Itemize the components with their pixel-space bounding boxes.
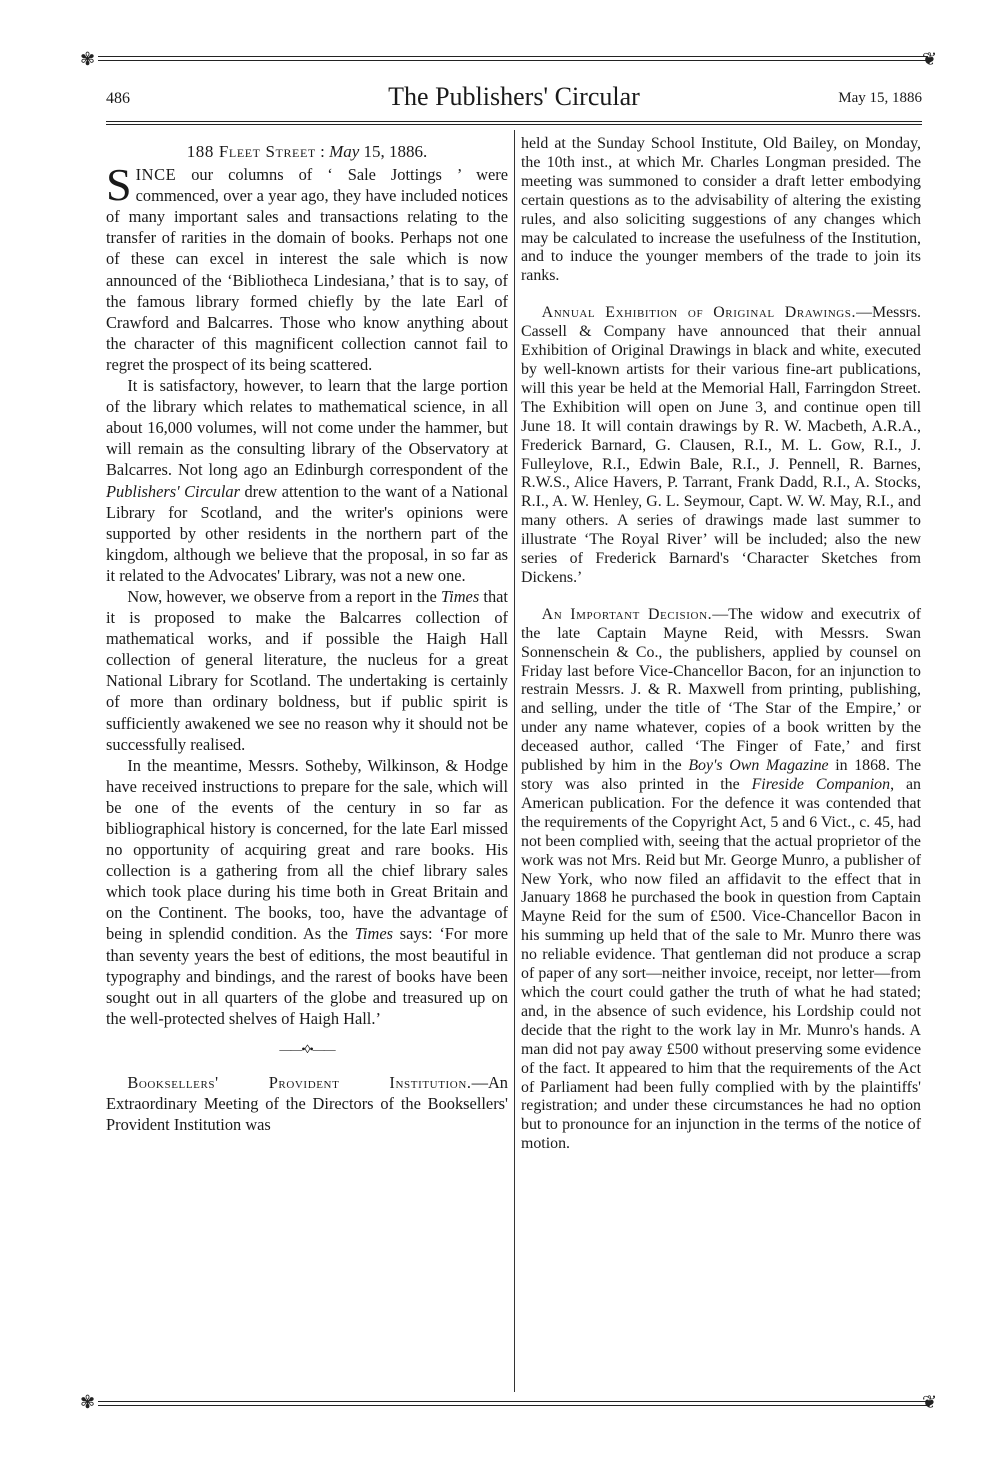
- section-heading: An Important Decision.: [541, 605, 713, 623]
- paragraph: In the meantime, Messrs. Sotheby, Wilkinson, & Hodge have received instructions to prepare for the sale, which will be one of the events of the century in so far as bibliographical history is concerned, for the late Earl missed no opportunity of acquiring great and rare books. His collection is a gathering from all the chief library sales which took place during his time both in Great Britain and on the Continent. The books, too, have the advantage of being in splendid condition. As the Times says: ‘For more than seventy years the best of editions, the most beautiful in typography and bindings, and the rarest of books have been sought out in all quarters of the globe and treasured up on the well-protected shelves of Haigh Hall.’: [106, 755, 509, 1028]
- paragraph: Now, however, we observe from a report in the Times that it is proposed to make the Balcarres collection of mathematical works, and if possible the Haigh Hall collection of general literature, the nucleus for a great National Library for Scotland. The undertaking is certainly of more than ordinary boldness, but if public spirit is sufficiently awakened we see no reason why it should not be successfully realised.: [106, 586, 508, 754]
- corner-ornament-icon: ✾: [80, 1392, 96, 1412]
- paragraph: An Important Decision.—The widow and executrix of the late Captain Mayne Reid, with Messrs. Swan Sonnenschein & Co., the publishers, applied by counsel on Friday last before Vice-Chancellor Bacon, for an injunction to restrain Messrs. J. & R. Maxwell from printing, publishing, and selling, under the title of ‘The Star of the Empire,’ or under any name whatever, copies of a book written by the deceased author, called ‘The Finger of Fate,’ and first published by him in the Boy's Own Magazine in 1868. The story was also printed in the Fireside Companion, an American publication. For the defence it was contended that the requirements of the Copyright Act, 5 and 6 Vict., c. 45, had not been complied with, seeing that the actual proprietor of the work was not Mrs. Reid but Mr. George Munro, a publisher of New York, who now filed an affidavit to the effect that in January 1868 he purchased the book in question from Captain Mayne Reid for the sum of £500. Vice-Chancellor Bacon in his summing up held that of the sale to Mr. Munro there was no reliable evidence. That gentleman did not produce a scrap of paper of any sort—neither invoice, receipt, nor letter—from which the court could gather the truth of what he had stated; and, in the absence of such evidence, his Lordship could not decide that the right to the work lay in Mr. Munro's hands. A man did not pay away £500 without preserving some evidence of the fact. It appeared to him that the requirements of the Act of Parliament had been fully complied with by the plaintiffs' registration; and under these circumstances he had no option but to pronounce for an injunction in the terms of the notice of motion.: [521, 605, 922, 1153]
- section-divider: ——•◊•——: [279, 1041, 335, 1056]
- section-heading: Annual Exhibition of Original Drawings.: [541, 304, 857, 322]
- corner-ornament-icon: ✾: [80, 49, 96, 69]
- corner-ornament-icon: ❦: [922, 49, 938, 69]
- paragraph: It is satisfactory, however, to learn that the large portion of the library which relates to mathematical science, in all about 16,000 volumes, will not come under the hammer, but will remain as the consulting library of the Observatory at Balcarres. Not long ago an Edinburgh correspondent of the Publishers' Circular drew attention to the want of a National Library for Scotland, and the writer's opinions were supported by other residents in the northern part of the kingdom, although we believe that the proposal, in so far as it related to the Advocates' Library, was not a new one.: [106, 376, 508, 585]
- corner-ornament-icon: ❦: [922, 1392, 938, 1412]
- paragraph: Booksellers' Provident Institution.—An Extraordinary Meeting of the Directors of the Booksellers' Provident Institution was: [106, 1073, 508, 1135]
- column-divider: [514, 130, 515, 1392]
- paragraph: held at the Sunday School Institute, Old Bailey, on Monday, the 10th inst., at which Mr. Charles Longman presided. The meeting was summoned to consider a draft letter embodying certain questions as to the advisability of altering the existing rules, and also soliciting suggestions of any changes which may be calculated to increase the usefulness of the Institution, and to induce the younger members of the trade to join its ranks.: [521, 135, 921, 285]
- paragraph: Annual Exhibition of Original Drawings.—Messrs. Cassell & Company have announced that their annual Exhibition of Original Drawings in black and white, executed by well-known artists for their various fine-art publications, will this year be held at the Memorial Hall, Farringdon Street. The Exhibition will open on June 3, and continue open till June 18. It will contain drawings by R. W. Macbeth, A.R.A., Frederick Barnard, G. Clausen, R.I., M. L. Gow, R.I., J. Fulleylove, R.I., Edwin Bale, R.I., J. Pennell, R. Barnes, R.W.S., Alice Havers, P. Tarrant, Frank Dadd, R.I., A. Stocks, R.I., A. W. Henley, G. L. Seymour, Capt. W. W. May, R.I., and many others. A series of drawings made last summer to illustrate ‘The Royal River’ will be included; also the new series of Frederick Barnard's ‘Character Sketches from Dickens.’: [521, 304, 921, 586]
- lead-paragraph: SINCE our columns of ‘ Sale Jottings ’ were commenced, over a year ago, they have included notices of many important sales and transactions relating to the transfer of rarities in the domain of books. Perhaps not one of these can excel in interest the sale which is now announced of the ‘Bibliotheca Lindesiana,’ that is to say, of the famous library formed chiefly by the late Earl of Crawford and Balcarres. Those who know anything about the character of this magnificent collection cannot fail to regret the prospect of its being scattered.: [106, 159, 508, 374]
- left-column: [106, 135, 508, 1135]
- right-column: [521, 135, 921, 1154]
- header-rule: [106, 121, 922, 125]
- dateline: 188 Fleet Street : May 15, 1886.: [186, 142, 428, 161]
- journal-title: The Publishers' Circular: [388, 82, 640, 111]
- issue-date: May 15, 1886: [838, 90, 922, 106]
- bottom-border-rule: [98, 1401, 928, 1406]
- page-number: 486: [106, 90, 130, 107]
- section-heading: Booksellers' Provident Institution.: [127, 1073, 472, 1093]
- drop-cap: S: [106, 159, 132, 211]
- top-border-rule: [98, 56, 928, 61]
- page-header: [106, 82, 922, 112]
